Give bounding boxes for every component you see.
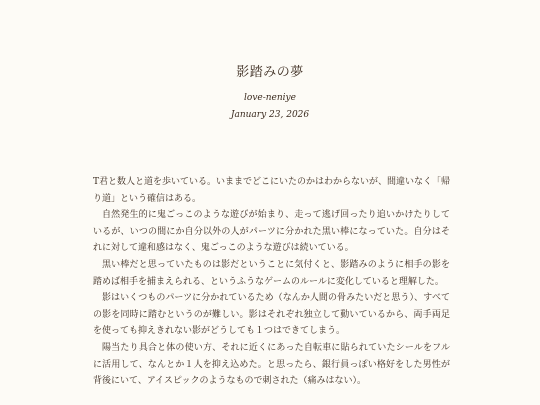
post-author[interactable]: love-neniye (244, 93, 296, 103)
post-date: January 23, 2026 (230, 110, 310, 120)
post-paragraph: 黒い棒だと思っていたものは影だということに気付くと、影踏みのように相手の影を踏めば相手を捕まえられる、というふうなゲームのルールに変化していると理解した。 (93, 259, 450, 287)
post-paragraph: 陽当たり具合と体の使い方、それに近くにあった自転車に貼られていたシールをフルに活用して、なんとか１人を抑え込めた。と思ったら、銀行員っぽい格好をした男性が背後にいて、アイスピックのようなもので刺された（痛みはない）。 (93, 342, 450, 387)
post-paragraph: 自然発生的に鬼ごっこのような遊びが始まり、走って逃げ回ったり追いかけたりしているが、いつの間にか自分以外の人がパーツに分かれた黒い棒になっていた。自分はそれに対して違和感はなく、鬼ごっこのような遊びは続いている。 (93, 210, 450, 254)
post-paragraph: 影はいくつものパーツに分かれているため（なんか人間の骨みたいだと思う）、すべての影を同時に踏むというのが難しい。影はそれぞれ独立して動いているから、両手両足を使っても抑えきれない影がどうしても１つはできてしまう。 (93, 293, 450, 337)
post-body (93, 174, 450, 390)
post-title: 影踏みの夢 (236, 65, 304, 80)
post-paragraph: T君と数人と道を歩いている。いままでどこにいたのかはわからないが、間違いなく「帰り道」という確信はある。 (93, 177, 451, 204)
